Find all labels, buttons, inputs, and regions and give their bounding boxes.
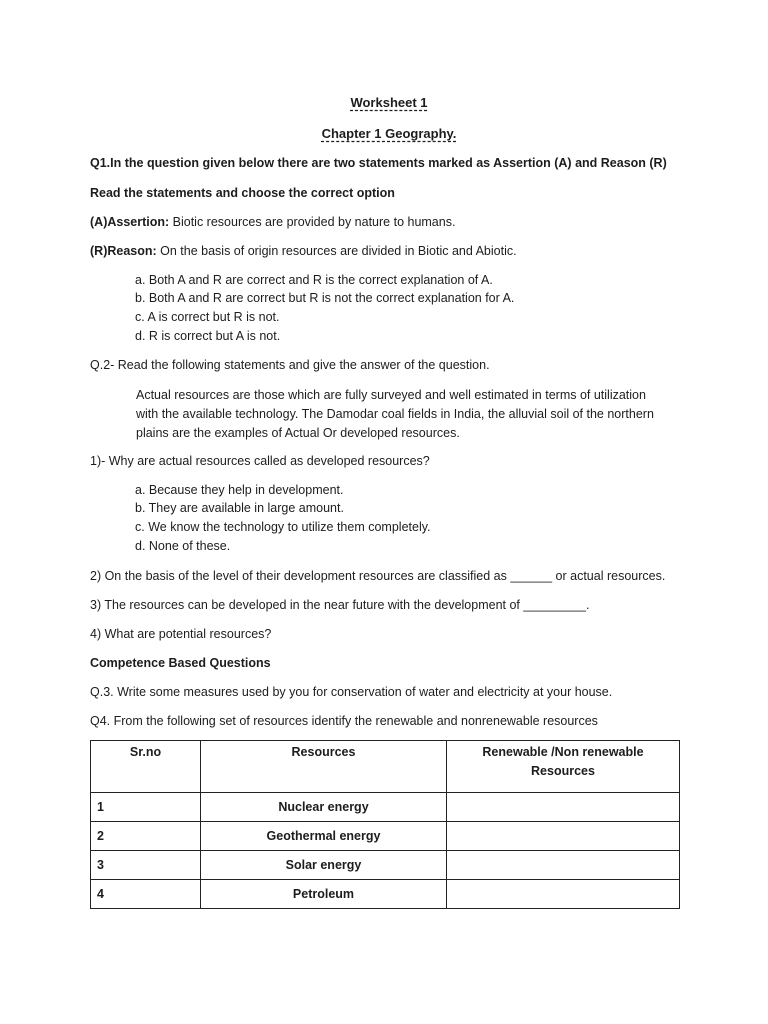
header-type-line-2: Resources bbox=[531, 764, 595, 778]
row-resource: Nuclear energy bbox=[201, 793, 447, 822]
sub1-option-a: a. Because they help in development. bbox=[135, 483, 344, 497]
assertion-text: Biotic resources are provided by nature to humans. bbox=[169, 215, 456, 229]
reason-line bbox=[90, 243, 517, 259]
q1-question: Q1.In the question given below there are two statements marked as Assertion (A) and Reason (R) bbox=[90, 156, 667, 170]
resources-table bbox=[90, 740, 680, 909]
q2-passage-line-2: with the available technology. The Damodar coal fields in India, the alluvial soil of the northern bbox=[136, 407, 654, 421]
sub1-option-c: c. We know the technology to utilize them completely. bbox=[135, 520, 431, 534]
table-header-row bbox=[91, 741, 680, 793]
q4-question: Q4. From the following set of resources identify the renewable and nonrenewable resources bbox=[90, 714, 598, 728]
table-row bbox=[91, 822, 680, 851]
row-answer-cell[interactable] bbox=[447, 822, 680, 851]
q2-passage-line-1: Actual resources are those which are fully surveyed and well estimated in terms of utilization bbox=[136, 388, 646, 402]
table-row bbox=[91, 851, 680, 880]
row-answer-cell[interactable] bbox=[447, 880, 680, 909]
reason-label: (R)Reason: bbox=[90, 244, 157, 258]
table-row bbox=[91, 880, 680, 909]
q2-passage-line-3: plains are the examples of Actual Or developed resources. bbox=[136, 426, 460, 440]
q3-question: Q.3. Write some measures used by you for conservation of water and electricity at your house. bbox=[90, 685, 613, 699]
reason-text: On the basis of origin resources are divided in Biotic and Abiotic. bbox=[156, 244, 517, 258]
assertion-label: (A)Assertion: bbox=[90, 215, 170, 229]
sub1-option-d: d. None of these. bbox=[135, 539, 231, 553]
row-resource: Solar energy bbox=[201, 851, 447, 880]
q2-sub1: 1)- Why are actual resources called as developed resources? bbox=[90, 454, 430, 468]
row-number: 1 bbox=[91, 793, 201, 822]
row-resource: Geothermal energy bbox=[201, 822, 447, 851]
assertion-line bbox=[90, 214, 455, 230]
q1-instruction: Read the statements and choose the correct option bbox=[90, 186, 395, 200]
chapter-title: Chapter 1 Geography. bbox=[321, 126, 457, 141]
q2-sub4: 4) What are potential resources? bbox=[90, 627, 272, 641]
row-number: 2 bbox=[91, 822, 201, 851]
row-number: 4 bbox=[91, 880, 201, 909]
header-srno: Sr.no bbox=[91, 741, 201, 793]
row-resource: Petroleum bbox=[201, 880, 447, 909]
row-number: 3 bbox=[91, 851, 201, 880]
q2-sub2: 2) On the basis of the level of their development resources are classified as ______ or actual resources. bbox=[90, 569, 666, 583]
q1-option-d: d. R is correct but A is not. bbox=[135, 329, 281, 343]
row-answer-cell[interactable] bbox=[447, 793, 680, 822]
header-type-line-1: Renewable /Non renewable bbox=[482, 745, 644, 759]
worksheet-title: Worksheet 1 bbox=[350, 95, 428, 110]
q1-option-b: b. Both A and R are correct but R is not the correct explanation for A. bbox=[135, 291, 515, 305]
q2-sub3: 3) The resources can be developed in the near future with the development of _________. bbox=[90, 598, 590, 612]
competence-heading: Competence Based Questions bbox=[90, 656, 271, 670]
sub1-option-b: b. They are available in large amount. bbox=[135, 501, 344, 515]
q2-question: Q.2- Read the following statements and give the answer of the question. bbox=[90, 358, 490, 372]
q1-option-a: a. Both A and R are correct and R is the correct explanation of A. bbox=[135, 273, 493, 287]
table-row bbox=[91, 793, 680, 822]
row-answer-cell[interactable] bbox=[447, 851, 680, 880]
header-resources: Resources bbox=[201, 741, 447, 793]
q1-option-c: c. A is correct but R is not. bbox=[135, 310, 280, 324]
header-type bbox=[447, 741, 680, 793]
